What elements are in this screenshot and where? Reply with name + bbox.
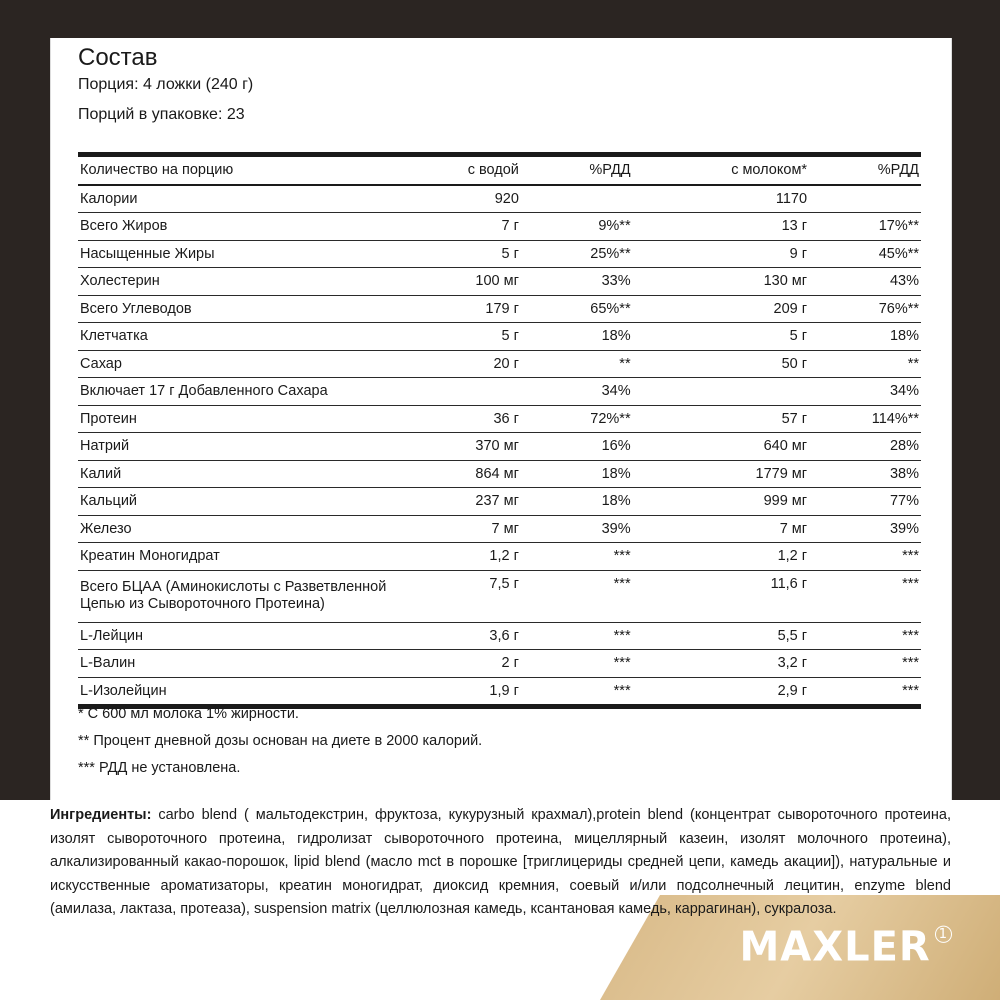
nutrient-name: L-Изолейцин xyxy=(78,677,433,707)
nutrient-name: Кальций xyxy=(78,488,433,516)
table-row xyxy=(78,240,921,268)
value-water: 3,6 г xyxy=(433,622,520,650)
nutrient-name: Натрий xyxy=(78,433,433,461)
value-milk: 11,6 г xyxy=(639,570,809,622)
rdd-water: *** xyxy=(521,650,639,678)
rdd-water: *** xyxy=(521,622,639,650)
nutrient-name: Сахар xyxy=(78,350,433,378)
rdd-milk: *** xyxy=(809,570,921,622)
right-dark-margin xyxy=(950,0,1000,800)
table-row xyxy=(78,488,921,516)
rdd-milk: 114%** xyxy=(809,405,921,433)
value-water: 100 мг xyxy=(433,268,520,296)
rdd-milk: 28% xyxy=(809,433,921,461)
rdd-milk: *** xyxy=(809,543,921,571)
value-water: 7 мг xyxy=(433,515,520,543)
nutrient-name: L-Валин xyxy=(78,650,433,678)
rdd-water: *** xyxy=(521,677,639,707)
value-water: 5 г xyxy=(433,240,520,268)
value-milk: 9 г xyxy=(639,240,809,268)
value-water: 920 xyxy=(433,185,520,213)
nutrition-table xyxy=(78,152,921,709)
table-row xyxy=(78,515,921,543)
table-row xyxy=(78,378,921,406)
rdd-water: 34% xyxy=(521,378,639,406)
value-water: 36 г xyxy=(433,405,520,433)
rdd-water: 39% xyxy=(521,515,639,543)
rdd-milk: 76%** xyxy=(809,295,921,323)
header-rdd-water: %РДД xyxy=(521,155,639,185)
rdd-milk: 38% xyxy=(809,460,921,488)
rdd-water: *** xyxy=(521,543,639,571)
value-milk: 5,5 г xyxy=(639,622,809,650)
value-water: 7 г xyxy=(433,213,520,241)
rdd-water: 18% xyxy=(521,460,639,488)
rdd-water: 72%** xyxy=(521,405,639,433)
table-row xyxy=(78,295,921,323)
nutrient-name: Включает 17 г Добавленного Сахара xyxy=(78,378,433,406)
rdd-milk: *** xyxy=(809,650,921,678)
value-water: 20 г xyxy=(433,350,520,378)
top-dark-band xyxy=(0,0,1000,38)
table-row xyxy=(78,570,921,622)
footnote-daily-value: ** Процент дневной дозы основан на диете в 2000 калорий. xyxy=(78,733,483,749)
nutrient-name: L-Лейцин xyxy=(78,622,433,650)
rdd-water: *** xyxy=(521,570,639,622)
value-milk: 640 мг xyxy=(639,433,809,461)
rdd-water: ** xyxy=(521,350,639,378)
nutrient-name: Калории xyxy=(78,185,433,213)
value-milk: 999 мг xyxy=(639,488,809,516)
page-title: Состав xyxy=(78,44,158,71)
nutrient-name: Железо xyxy=(78,515,433,543)
value-water: 7,5 г xyxy=(433,570,520,622)
table-row xyxy=(78,405,921,433)
header-amount: Количество на порцию xyxy=(78,155,433,185)
brand-logo: MAXLER $^1$ xyxy=(740,924,953,971)
ingredients-label: Ингредиенты: xyxy=(50,807,152,823)
rdd-milk: 17%** xyxy=(809,213,921,241)
nutrient-name: Всего БЦАА (Аминокислоты с Разветвленной Цепью из Сывороточного Протеина) xyxy=(78,570,433,622)
rdd-milk: 39% xyxy=(809,515,921,543)
nutrient-name: Креатин Моногидрат xyxy=(78,543,433,571)
table-row xyxy=(78,213,921,241)
value-milk: 5 г xyxy=(639,323,809,351)
nutrient-name: Всего Углеводов xyxy=(78,295,433,323)
footnote-no-rdd: *** РДД не установлена. xyxy=(78,760,241,776)
table-row xyxy=(78,622,921,650)
nutrient-name: Насыщенные Жиры xyxy=(78,240,433,268)
rdd-water xyxy=(521,185,639,213)
rdd-water: 18% xyxy=(521,323,639,351)
rdd-water: 9%** xyxy=(521,213,639,241)
table-row xyxy=(78,460,921,488)
brand-mark: 1 xyxy=(935,926,952,943)
value-milk: 1,2 г xyxy=(639,543,809,571)
header-rdd-milk: %РДД xyxy=(809,155,921,185)
nutrient-name: Калий xyxy=(78,460,433,488)
table-row xyxy=(78,433,921,461)
value-water: 237 мг xyxy=(433,488,520,516)
ingredients-text xyxy=(50,804,951,922)
value-milk: 130 мг xyxy=(639,268,809,296)
left-dark-margin xyxy=(0,0,50,800)
footnote-milk: * С 600 мл молока 1% жирности. xyxy=(78,706,299,722)
table-row xyxy=(78,677,921,707)
value-water: 1,2 г xyxy=(433,543,520,571)
rdd-milk: 34% xyxy=(809,378,921,406)
value-water: 179 г xyxy=(433,295,520,323)
rdd-milk: 43% xyxy=(809,268,921,296)
value-milk: 3,2 г xyxy=(639,650,809,678)
value-milk: 2,9 г xyxy=(639,677,809,707)
table-row xyxy=(78,323,921,351)
servings-per-pack: Порций в упаковке: 23 xyxy=(78,106,245,123)
value-water: 5 г xyxy=(433,323,520,351)
rdd-water: 33% xyxy=(521,268,639,296)
value-milk: 13 г xyxy=(639,213,809,241)
nutrient-name: Всего Жиров xyxy=(78,213,433,241)
value-milk xyxy=(639,378,809,406)
rdd-water: 16% xyxy=(521,433,639,461)
rdd-milk: 18% xyxy=(809,323,921,351)
rdd-milk xyxy=(809,185,921,213)
value-water: 2 г xyxy=(433,650,520,678)
value-milk: 7 мг xyxy=(639,515,809,543)
table-row xyxy=(78,185,921,213)
rdd-milk: ** xyxy=(809,350,921,378)
serving-size: Порция: 4 ложки (240 г) xyxy=(78,76,254,93)
value-water: 864 мг xyxy=(433,460,520,488)
rdd-water: 25%** xyxy=(521,240,639,268)
value-milk: 209 г xyxy=(639,295,809,323)
nutrient-name: Холестерин xyxy=(78,268,433,296)
table-row xyxy=(78,268,921,296)
table-body xyxy=(78,185,921,707)
value-milk: 57 г xyxy=(639,405,809,433)
value-milk: 1779 мг xyxy=(639,460,809,488)
value-milk: 1170 xyxy=(639,185,809,213)
table-row xyxy=(78,350,921,378)
rdd-milk: 77% xyxy=(809,488,921,516)
rdd-milk: *** xyxy=(809,622,921,650)
header-with-milk: с молоком* xyxy=(639,155,809,185)
rdd-milk: *** xyxy=(809,677,921,707)
table-row xyxy=(78,650,921,678)
rdd-milk: 45%** xyxy=(809,240,921,268)
table-header-row xyxy=(78,155,921,185)
value-milk: 50 г xyxy=(639,350,809,378)
nutrient-name: Клетчатка xyxy=(78,323,433,351)
nutrient-name: Протеин xyxy=(78,405,433,433)
value-water: 370 мг xyxy=(433,433,520,461)
rdd-water: 65%** xyxy=(521,295,639,323)
table-row xyxy=(78,543,921,571)
value-water: 1,9 г xyxy=(433,677,520,707)
rdd-water: 18% xyxy=(521,488,639,516)
ingredients-list: carbo blend ( мальтодекстрин, фруктоза, кукурузный крахмал),protein blend (концентрат сывороточного протеина, изолят сывороточного протеина, гидролизат сывороточного протеина, мицеллярный казеин, изолят молочного протеина), алкализированный какао-порошок, lipid blend (масло mct в порошке [триглицериды средней цепи, камедь акации]), натуральные и искусственные ароматизаторы, креатин моногидрат, диоксид кремния, соевый и/или подсолнечный лецитин, enzyme blend (амилаза, лактаза, протеаза), suspension matrix (целлюлозная камедь, ксантановая камедь, каррагинан), сукралоза. xyxy=(50,807,951,917)
value-water xyxy=(433,378,520,406)
header-with-water: с водой xyxy=(433,155,520,185)
